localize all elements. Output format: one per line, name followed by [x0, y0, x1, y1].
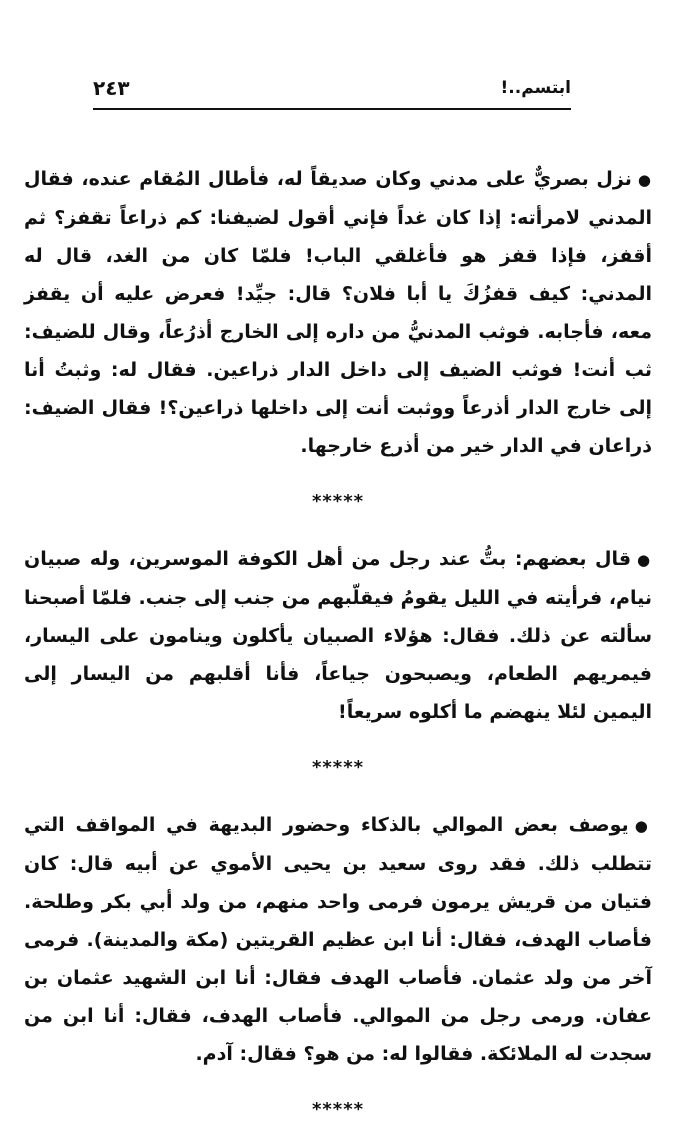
running-title: ابتسم..! — [500, 78, 571, 98]
bullet-icon: ● — [637, 171, 652, 189]
page-number: ٢٤٣ — [93, 76, 130, 100]
page-header — [93, 76, 571, 108]
anecdote-paragraph-3 — [24, 806, 652, 1073]
page-body — [24, 160, 652, 1148]
bullet-icon: ● — [634, 817, 652, 835]
section-separator: ***** — [311, 757, 365, 778]
section-separator: ***** — [311, 491, 365, 512]
header-rule — [93, 108, 571, 110]
anecdote-paragraph-2 — [24, 540, 652, 731]
section-separator: ***** — [311, 1099, 365, 1120]
anecdote-paragraph-1 — [24, 160, 652, 465]
paragraph-text: يوصف بعض الموالي بالذكاء وحضور البديهة في المواقف التي تتطلب ذلك. فقد روى سعيد بن يحيى الأموي عن أبيه قال: كان فتيان من قريش يرمون فرمى واحد منهم، من ولد أبي بكر وطلحة. فأصاب الهدف، فقال: أنا ابن عظيم القريتين (مكة والمدينة). فرمى آخر من ولد عثمان. فأصاب الهدف فقال: أنا ابن الشهيد عثمان بن عفان. ورمى رجل من الموالي. فأصاب الهدف، فقال: أنا ابن من سجدت له الملائكة. فقالوا له: من هو؟ فقال: آدم. — [24, 814, 652, 1065]
paragraph-text: قال بعضهم: بتُّ عند رجل من أهل الكوفة الموسرين، وله صبيان نيام، فرأيته في الليل يقومُ فيقلّبهم من جنب إلى جنب. فلمّا أصبحنا سألته عن ذلك. فقال: هؤلاء الصبيان يأكلون وينامون على اليسار، فيمريهم الطعام، ويصبحون جياعاً، فأنا أقلبهم من اليسار إلى اليمين لئلا ينهضم ما أكلوه سريعاً! — [24, 548, 652, 723]
paragraph-text: نزل بصريٌّ على مدني وكان صديقاً له، فأطال المُقام عنده، فقال المدني لامرأته: إذا كان غداً فإني أقول لضيفنا: كم ذراعاً تقفز؟ ثم أقفز، فإذا قفز هو فأغلقي الباب! فلمّا كان من الغد، قال له المدني: كيف قفزُكَ يا أبا فلان؟ قال: جيِّد! فعرض عليه أن يقفز معه، فأجابه. فوثب المدنيُّ من داره إلى الخارج أذرُعاً، وقال للضيف: ثب أنت! فوثب الضيف إلى داخل الدار ذراعين. فقال له: وثبتُ أنا إلى خارج الدار أذرعاً ووثبت أنت إلى داخلها ذراعين؟! فقال الضيف: ذراعان في الدار خير من أذرع خارجها. — [24, 168, 652, 457]
bullet-icon: ● — [637, 551, 652, 569]
